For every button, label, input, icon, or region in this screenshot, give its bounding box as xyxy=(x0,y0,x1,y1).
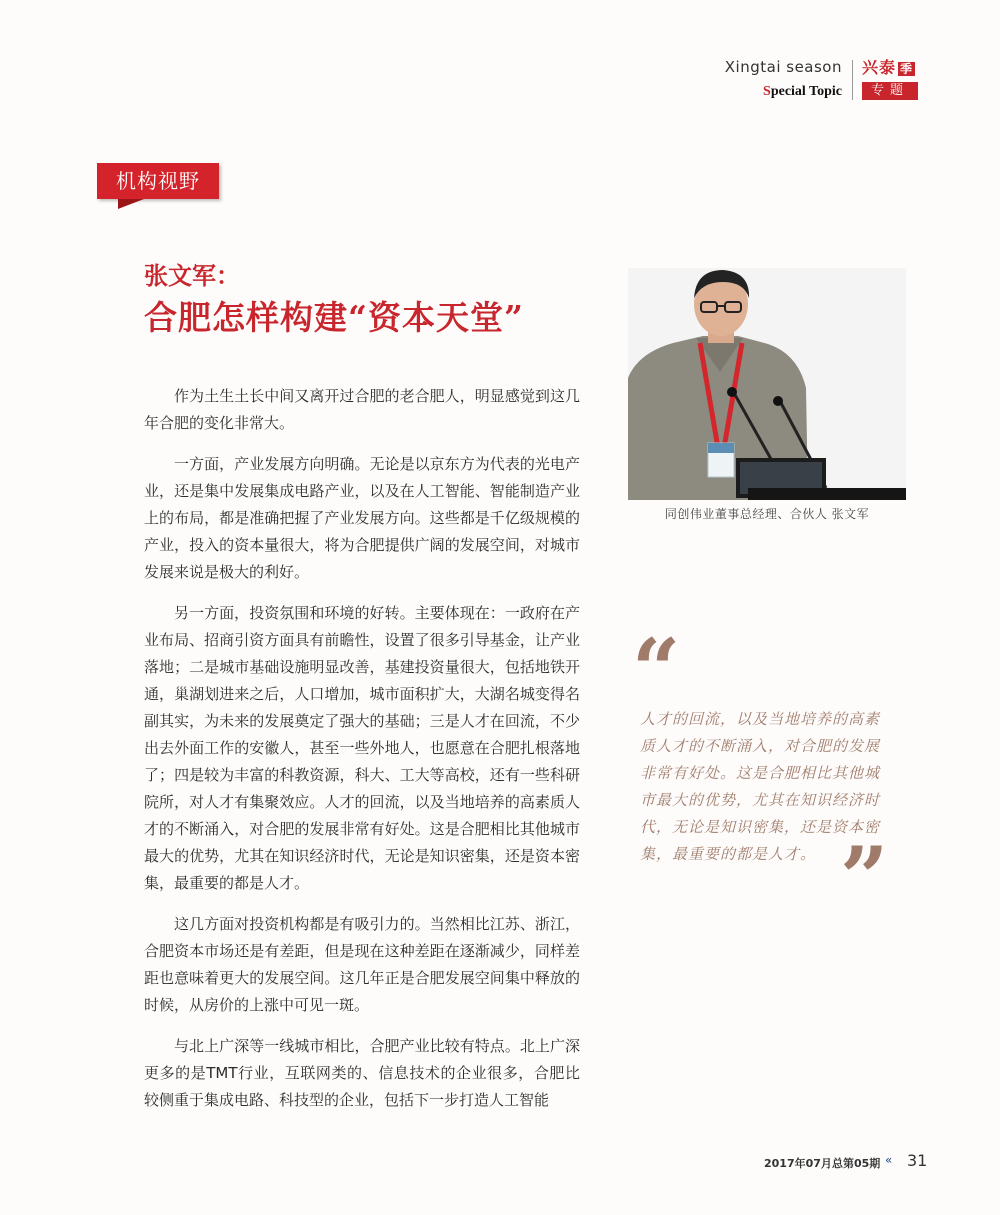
paragraph: 一方面，产业发展方向明确。无论是以京东方为代表的光电产业，还是集中发展集成电路产业，以及在人工智能、智能制造产业上的布局，都是准确把握了产业发展方向。这些都是千亿级规模的产业，投入的资本量很大，将为合肥提供广阔的发展空间，对城市发展来说是极大的利好。 xyxy=(144,455,580,581)
special-topic-rest: pecial Topic xyxy=(770,84,842,99)
close-quote-icon: ” xyxy=(840,828,889,927)
magazine-english-title: Xingtai season xyxy=(724,58,842,76)
article-title: 合肥怎样构建“资本天堂” xyxy=(144,298,524,337)
double-chevron-left-icon: « xyxy=(885,1153,893,1167)
article-body xyxy=(144,383,580,1128)
article-subtitle: 张文军： xyxy=(144,261,240,290)
page-number: 31 xyxy=(907,1151,928,1170)
brand-name: 兴泰 xyxy=(862,58,897,77)
section-label: 机构视野 xyxy=(97,163,219,199)
topic-tag: 专题 xyxy=(862,82,918,100)
paragraph: 作为土生土长中间又离开过合肥的老合肥人，明显感觉到这几年合肥的变化非常大。 xyxy=(144,387,580,432)
open-quote-icon: “ xyxy=(632,620,681,719)
special-topic-initial: S xyxy=(763,84,771,99)
brand-suffix: 季 xyxy=(900,62,914,76)
speaker-illustration xyxy=(628,268,906,500)
pull-quote-text: 人才的回流，以及当地培养的高素质人才的不断涌入，对合肥的发展非常有好处。这是合肥相比其他城市最大的优势，尤其在知识经济时代，无论是知识密集，还是资本密集，最重要的都是人才。 xyxy=(640,710,881,863)
paragraph: 另一方面，投资氛围和环境的好转。主要体现在：一政府在产业布局、招商引资方面具有前瞻性，设置了很多引导基金，让产业落地；二是城市基础设施明显改善，基建投资量很大，包括地铁开通，巢湖划进来之后，人口增加，城市面积扩大，大湖名城变得名副其实，为未来的发展奠定了强大的基础；三是人才在回流，不少出去外面工作的安徽人，甚至一些外地人，也愿意在合肥扎根落地了；四是较为丰富的科教资源，科大、工大等高校，还有一些科研院所，对人才有集聚效应。人才的回流，以及当地培养的高素质人才的不断涌入，对合肥的发展非常有好处。这是合肥相比其他城市最大的优势，尤其在知识经济时代，无论是知识密集，还是资本密集，最重要的都是人才。 xyxy=(144,604,580,892)
issue-date: 2017年07月 xyxy=(764,1157,832,1170)
magazine-brand xyxy=(862,55,915,78)
paragraph: 这几方面对投资机构都是有吸引力的。当然相比江苏、浙江，合肥资本市场还是有差距，但是现在这种差距在逐渐减少，同样差距也意味着更大的发展空间。这几年正是合肥发展空间集中释放的时候，从房价的上涨中可见一斑。 xyxy=(144,915,580,1014)
section-label-fold xyxy=(118,199,144,209)
header-divider xyxy=(852,60,853,100)
paragraph: 与北上广深等一线城市相比，合肥产业比较有特点。北上广深更多的是TMT行业，互联网类的、信息技术的企业很多，合肥比较侧重于集成电路、科技型的企业，包括下一步打造人工智能 xyxy=(144,1037,580,1109)
special-topic-label xyxy=(763,84,842,100)
photo-caption: 同创伟业董事总经理、合伙人 张文军 xyxy=(664,507,870,521)
speaker-photo xyxy=(628,268,906,500)
issue-number: 总第05期 xyxy=(832,1157,881,1170)
